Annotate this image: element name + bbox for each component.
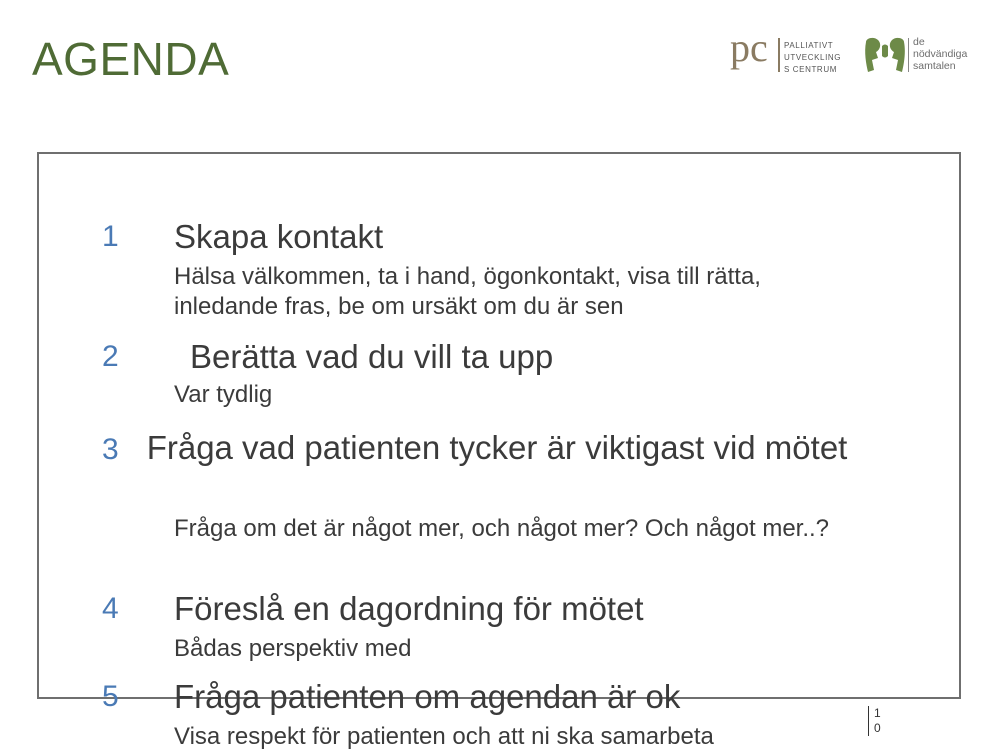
- agenda-item-2-detail: Var tydlig: [174, 381, 273, 408]
- page-number: 10: [868, 706, 884, 736]
- pc-logo-line-2: UTVECKLING: [784, 53, 842, 62]
- agenda-item-1-detail: Hälsa välkommen, ta i hand, ögonkontakt, visa till rätta, inledande fras, be om ursäkt om du är sen: [174, 263, 761, 320]
- agenda-item-3-heading: Fråga vad patienten tycker är viktigast vid mötet: [146, 429, 848, 466]
- samtalen-logo-divider: [908, 38, 909, 72]
- samtalen-logo-line-1: de: [913, 36, 925, 48]
- two-faces-icon: [864, 36, 906, 76]
- pc-logo: [730, 25, 850, 76]
- pc-logo-line-3: S CENTRUM: [784, 65, 837, 74]
- slide-title: AGENDA: [32, 33, 230, 85]
- agenda-item-1-number: 1: [102, 220, 119, 253]
- samtalen-logo-line-3: samtalen: [913, 60, 956, 72]
- pc-logo-line-1: PALLIATIVT: [784, 41, 834, 50]
- agenda-item-5-number: 5: [102, 680, 119, 713]
- agenda-item-4-detail: Bådas perspektiv med: [174, 635, 412, 662]
- agenda-item-2-heading: Berätta vad du vill ta upp: [190, 338, 554, 375]
- agenda-item-4-heading: Föreslå en dagordning för mötet: [174, 590, 644, 627]
- agenda-item-3-number: 3: [102, 433, 119, 466]
- agenda-item-3-detail: Fråga om det är något mer, och något mer? Och något mer..?: [174, 515, 830, 542]
- agenda-item-4-number: 4: [102, 592, 119, 625]
- pc-logo-mark: pc: [730, 25, 768, 70]
- pc-logo-divider: [778, 38, 780, 72]
- samtalen-logo-line-2: nödvändiga: [913, 48, 968, 60]
- agenda-item-3-heading-block: [102, 425, 862, 472]
- agenda-item-1-heading: Skapa kontakt: [174, 218, 384, 255]
- agenda-item-2-number: 2: [102, 340, 119, 373]
- agenda-item-5-heading: Fråga patienten om agendan är ok: [174, 678, 681, 715]
- samtalen-logo: [864, 36, 974, 76]
- agenda-item-5-detail: Visa respekt för patienten och att ni ska samarbeta: [174, 723, 714, 750]
